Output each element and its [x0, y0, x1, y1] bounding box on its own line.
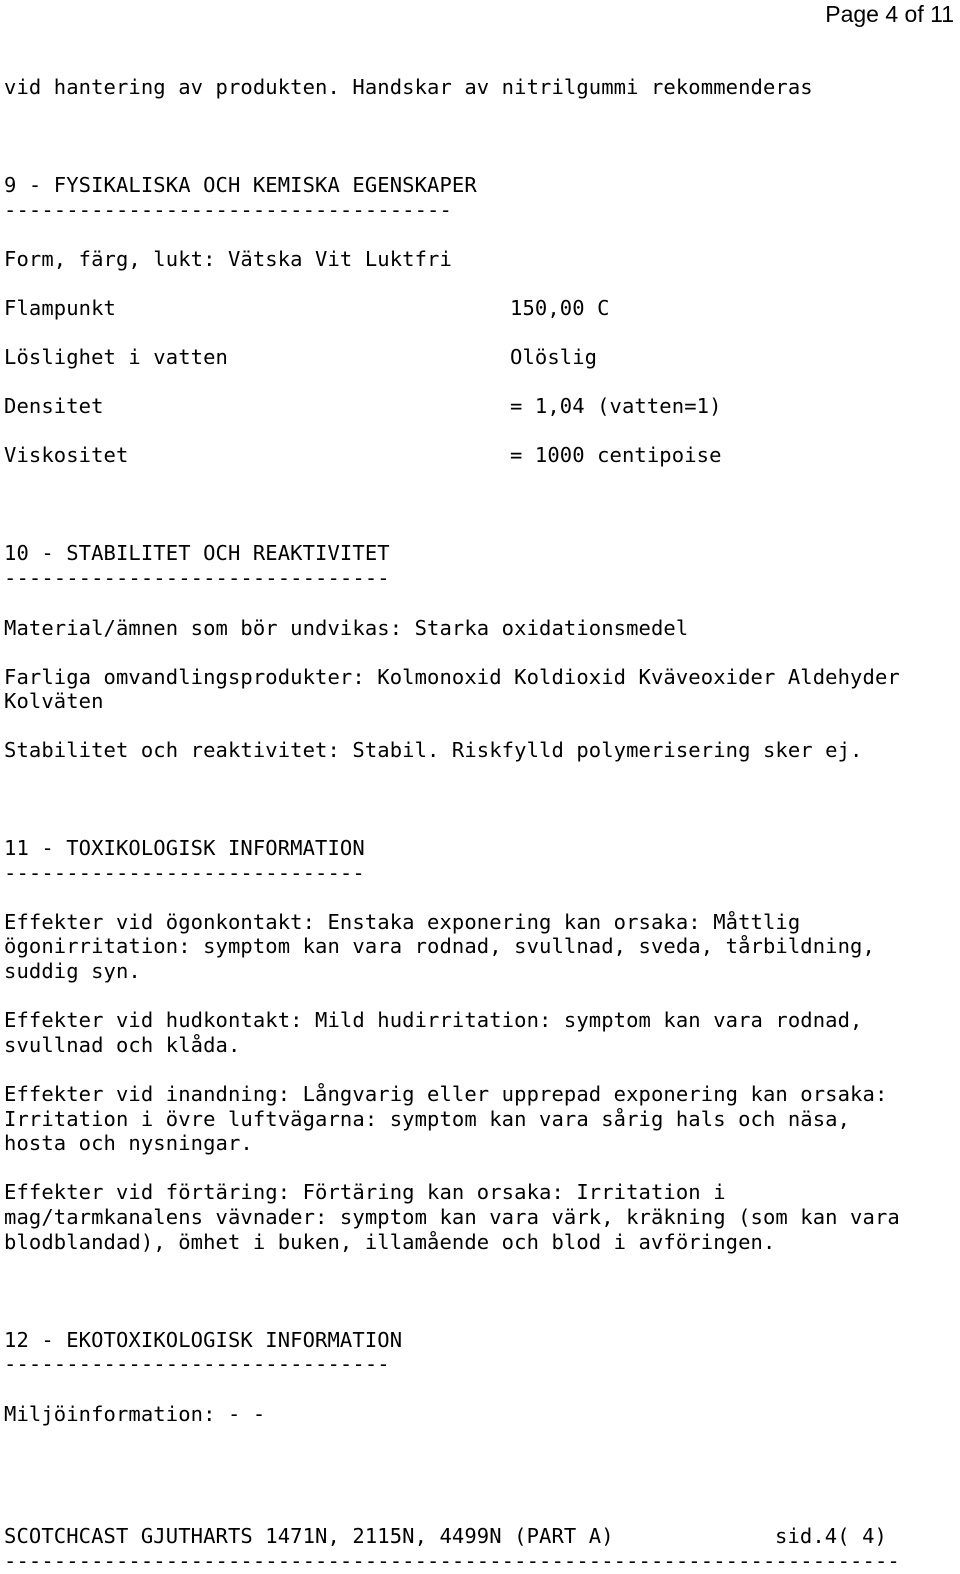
skin-contact-line-2: svullnad och klåda.	[4, 1033, 241, 1057]
section-10-rule: -------------------------------	[4, 566, 390, 590]
inhalation-line-1: Effekter vid inandning: Långvarig eller upprepad exponering kan orsaka:	[4, 1082, 888, 1106]
section-11-rule: -----------------------------	[4, 861, 365, 885]
footer-sheet-number: sid.4( 4)	[775, 1524, 887, 1548]
section-9-rule: ------------------------------------	[4, 198, 452, 222]
skin-contact-line-1: Effekter vid hudkontakt: Mild hudirritation: symptom kan vara rodnad,	[4, 1008, 863, 1032]
eye-contact-line-1: Effekter vid ögonkontakt: Enstaka exponering kan orsaka: Måttlig	[4, 910, 801, 934]
eye-contact-line-3: suddig syn.	[4, 959, 141, 983]
section-11-heading: 11 - TOXIKOLOGISK INFORMATION	[4, 836, 365, 860]
inhalation-line-3: hosta och nysningar.	[4, 1131, 253, 1155]
ingestion-line-2: mag/tarmkanalens vävnader: symptom kan vara värk, kräkning (som kan vara	[4, 1205, 900, 1229]
eye-contact-line-2: ögonirritation: symptom kan vara rodnad, svullnad, sveda, tårbildning,	[4, 934, 875, 958]
hazardous-products-line-1: Farliga omvandlingsprodukter: Kolmonoxid Koldioxid Kväveoxider Aldehyder	[4, 665, 900, 689]
property-value-flashpoint: 150,00 C	[510, 296, 610, 320]
property-label-solubility: Löslighet i vatten	[4, 345, 228, 369]
section-12-rule: -------------------------------	[4, 1352, 390, 1376]
page-number: Page 4 of 11	[825, 1, 954, 27]
hazardous-products-line-2: Kolväten	[4, 689, 104, 713]
property-value-viscosity: = 1000 centipoise	[510, 443, 722, 467]
property-value-density: = 1,04 (vatten=1)	[510, 394, 722, 418]
property-label-viscosity: Viskositet	[4, 443, 129, 467]
form-color-odor: Form, färg, lukt: Vätska Vit Luktfri	[4, 247, 452, 271]
section-10-heading: 10 - STABILITET OCH REAKTIVITET	[4, 541, 390, 565]
environment-information: Miljöinformation: - -	[4, 1402, 266, 1426]
property-value-solubility: Olöslig	[510, 345, 598, 369]
inhalation-line-2: Irritation i övre luftvägarna: symptom kan vara sårig hals och näsa,	[4, 1107, 851, 1131]
section-9-heading: 9 - FYSIKALISKA OCH KEMISKA EGENSKAPER	[4, 173, 477, 197]
footer-rule: ------------------------------------------------------------------------	[4, 1549, 900, 1573]
materials-to-avoid: Material/ämnen som bör undvikas: Starka oxidationsmedel	[4, 616, 689, 640]
ingestion-line-3: blodblandad), ömhet i buken, illamående och blod i avföringen.	[4, 1230, 776, 1254]
footer-product-name: SCOTCHCAST GJUTHARTS 1471N, 2115N, 4499N (PART A)	[4, 1524, 614, 1548]
ingestion-line-1: Effekter vid förtäring: Förtäring kan orsaka: Irritation i	[4, 1180, 726, 1204]
property-label-density: Densitet	[4, 394, 104, 418]
intro-line: vid hantering av produkten. Handskar av nitrilgummi rekommenderas	[4, 75, 813, 99]
stability-reactivity: Stabilitet och reaktivitet: Stabil. Riskfylld polymerisering sker ej.	[4, 738, 863, 762]
property-label-flashpoint: Flampunkt	[4, 296, 116, 320]
section-12-heading: 12 - EKOTOXIKOLOGISK INFORMATION	[4, 1328, 403, 1352]
